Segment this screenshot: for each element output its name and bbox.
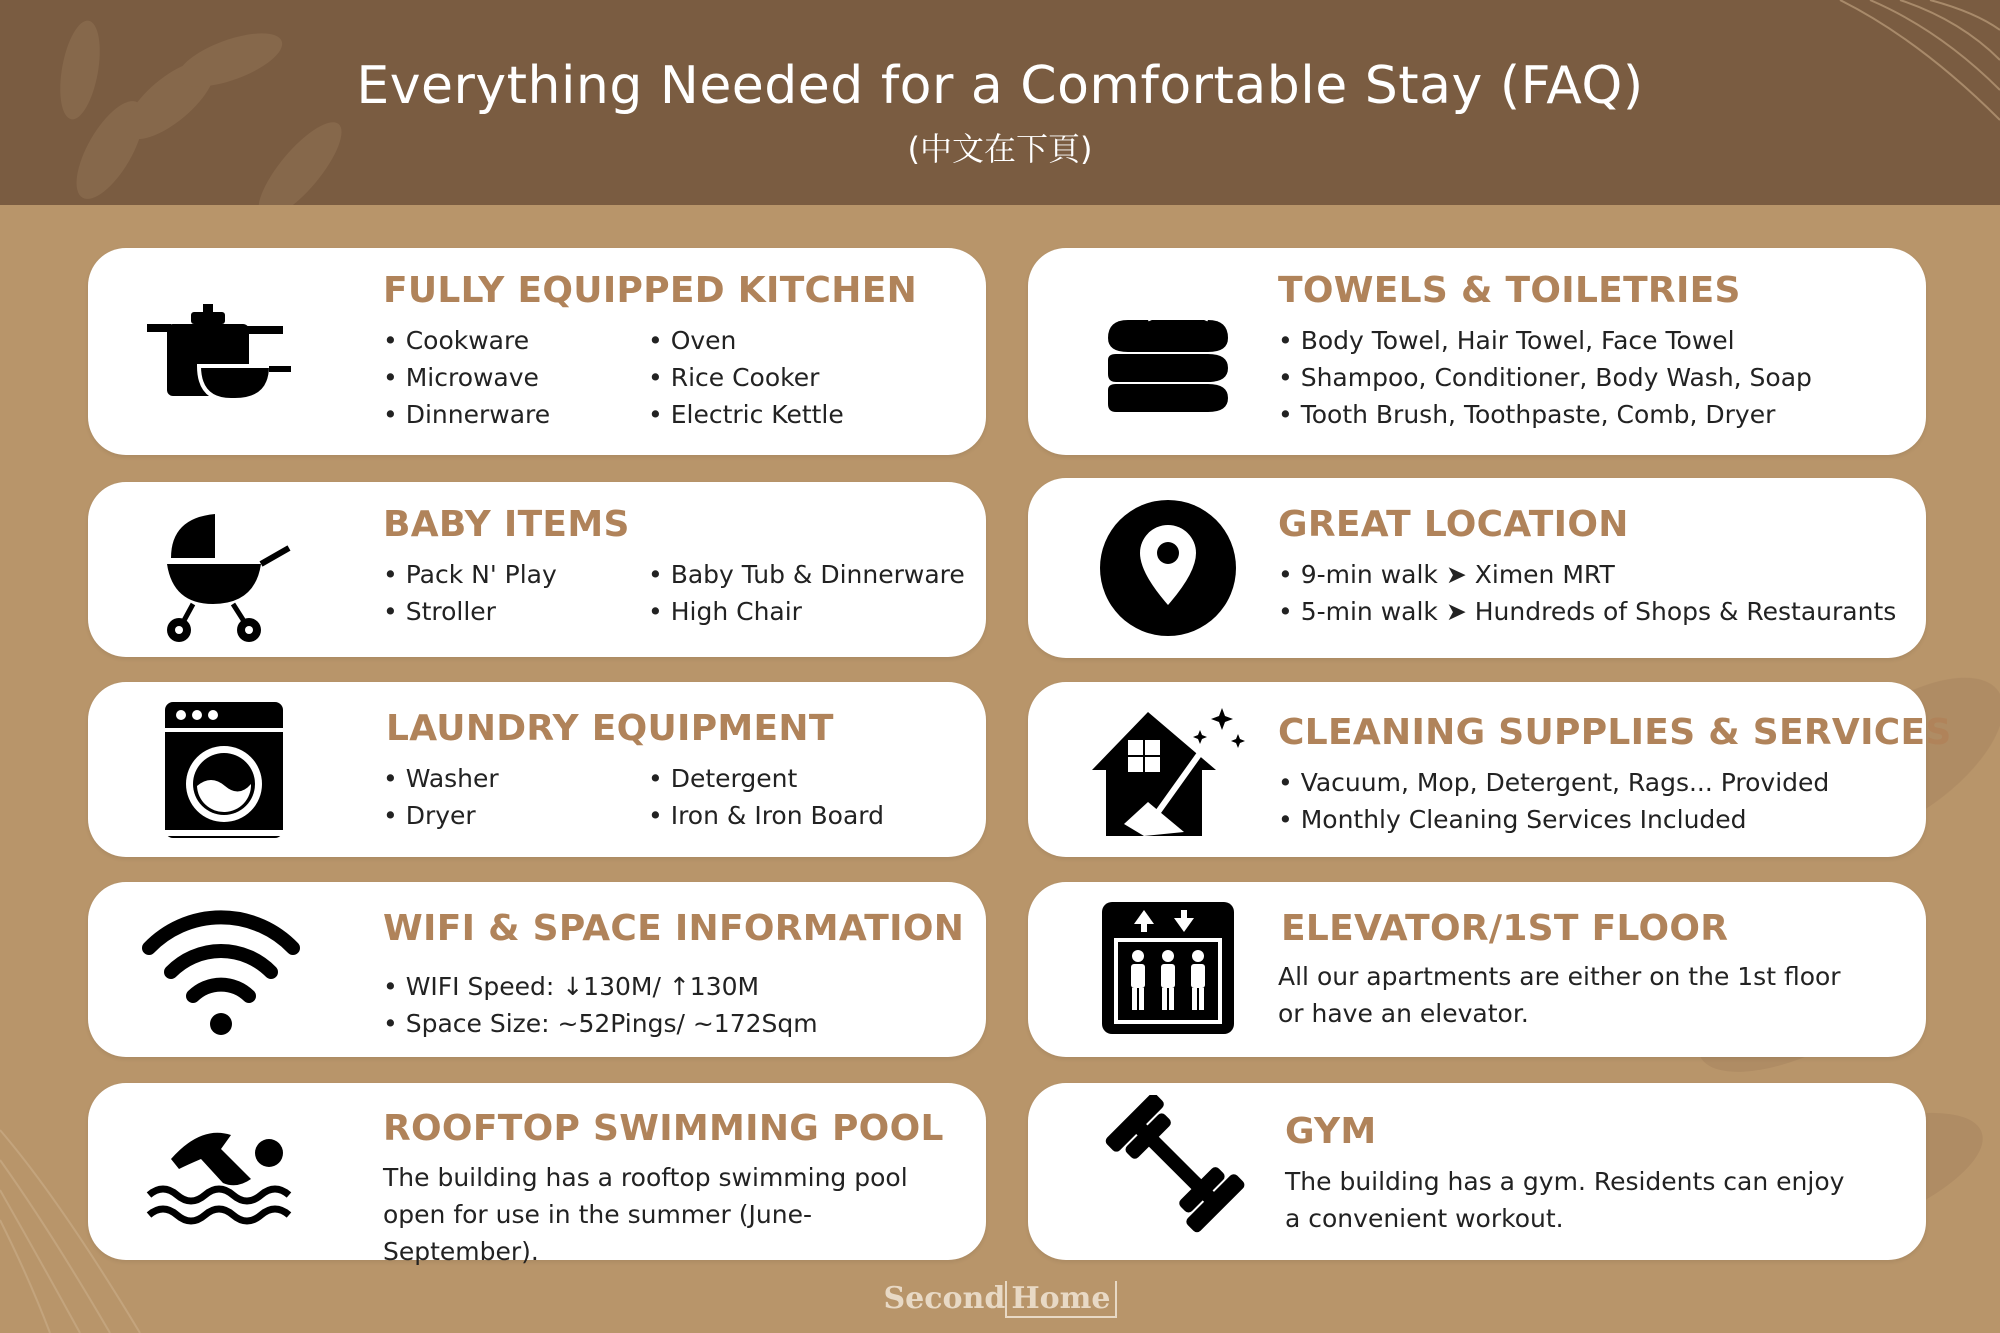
card-location xyxy=(1028,478,1926,658)
list-item: • Electric Kettle xyxy=(648,400,978,429)
card-title: TOWELS & TOILETRIES xyxy=(1278,270,1741,311)
card-kitchen xyxy=(88,248,986,455)
card-wifi xyxy=(88,882,986,1057)
list-item: • WIFI Speed: ↓130M/ ↑130M xyxy=(383,972,973,1001)
card-elevator xyxy=(1028,882,1926,1057)
card-title: LAUNDRY EQUIPMENT xyxy=(386,708,834,749)
item-list xyxy=(383,560,983,626)
list-item: • Tooth Brush, Toothpaste, Comb, Dryer xyxy=(1278,400,1868,429)
card-title: ELEVATOR/1ST FLOOR xyxy=(1281,908,1729,949)
card-title: ROOFTOP SWIMMING POOL xyxy=(383,1108,944,1149)
dumbbell-icon xyxy=(1083,1095,1253,1245)
location-pin-icon xyxy=(1083,493,1253,643)
list-item: • Dinnerware xyxy=(383,400,648,429)
cooking-pot-icon xyxy=(136,278,306,428)
list-item: • Baby Tub & Dinnerware xyxy=(648,560,978,589)
card-title: CLEANING SUPPLIES & SERVICES xyxy=(1278,712,1952,753)
house-broom-icon xyxy=(1083,694,1253,844)
item-list xyxy=(1278,560,1897,626)
list-item: • Stroller xyxy=(383,597,648,626)
page-subtitle: (中文在下頁) xyxy=(907,130,1093,168)
list-item: • 9-min walk ➤ Ximen MRT xyxy=(1278,560,1868,589)
wifi-icon xyxy=(136,896,306,1046)
item-list xyxy=(383,764,983,830)
card-title: WIFI & SPACE INFORMATION xyxy=(383,908,965,949)
list-item: • Pack N' Play xyxy=(383,560,648,589)
card-description: The building has a rooftop swimming pool open for use in the summer (June-September). xyxy=(383,1163,908,1266)
card-towels xyxy=(1028,248,1926,455)
list-item: • Monthly Cleaning Services Included xyxy=(1278,805,1868,834)
header-banner xyxy=(0,0,2000,205)
card-title: FULLY EQUIPPED KITCHEN xyxy=(383,270,918,311)
card-cleaning xyxy=(1028,682,1952,857)
list-item: • Detergent xyxy=(648,764,978,793)
item-list xyxy=(1278,768,1878,834)
card-description: The building has a gym. Residents can enjoy a convenient workout. xyxy=(1285,1167,1845,1233)
list-item: • Rice Cooker xyxy=(648,363,978,392)
item-list xyxy=(383,972,983,1038)
list-item: • Microwave xyxy=(383,363,648,392)
swimmer-icon xyxy=(136,1095,306,1245)
list-item: • Vacuum, Mop, Detergent, Rags... Provided xyxy=(1278,768,1868,797)
card-gym xyxy=(1028,1083,1926,1260)
list-item: • Cookware xyxy=(383,326,648,355)
list-item: • Dryer xyxy=(383,801,648,830)
card-description: All our apartments are either on the 1st floor or have an elevator. xyxy=(1278,962,1841,1028)
list-item: • Washer xyxy=(383,764,648,793)
page-title: Everything Needed for a Comfortable Stay (FAQ) xyxy=(356,56,1644,116)
item-list xyxy=(383,326,983,429)
card-title: GYM xyxy=(1285,1111,1377,1152)
list-item: • Space Size: ~52Pings/ ~172Sqm xyxy=(383,1009,973,1038)
list-item: • 5-min walk ➤ Hundreds of Shops & Restaurants xyxy=(1278,597,1868,626)
baby-stroller-icon xyxy=(136,496,306,646)
item-list xyxy=(1278,326,1878,429)
elevator-icon xyxy=(1083,894,1253,1044)
list-item: • Iron & Iron Board xyxy=(648,801,978,830)
card-laundry xyxy=(88,682,986,857)
list-item: • High Chair xyxy=(648,597,978,626)
card-title: BABY ITEMS xyxy=(383,504,630,545)
list-item: • Body Towel, Hair Towel, Face Towel xyxy=(1278,326,1868,355)
secondhome-logo: Second Home xyxy=(0,1281,2000,1316)
list-item: • Shampoo, Conditioner, Body Wash, Soap xyxy=(1278,363,1868,392)
card-title: GREAT LOCATION xyxy=(1278,504,1629,545)
card-baby xyxy=(88,482,986,657)
card-pool xyxy=(88,1083,986,1266)
list-item: • Oven xyxy=(648,326,978,355)
washing-machine-icon xyxy=(136,694,306,844)
towels-icon xyxy=(1083,278,1253,428)
